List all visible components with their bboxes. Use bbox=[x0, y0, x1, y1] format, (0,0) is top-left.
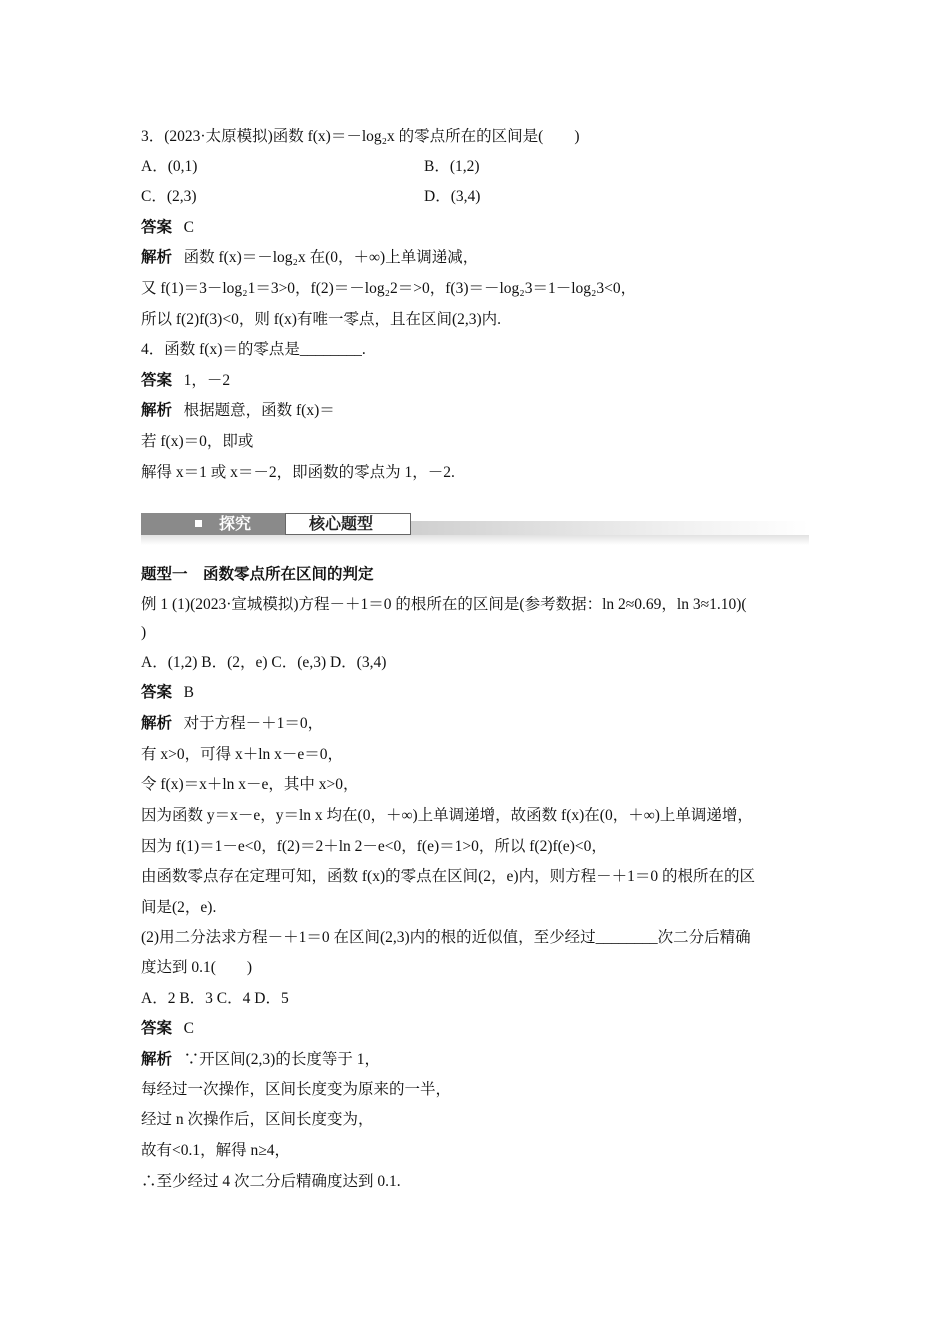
answer-label: 答案 bbox=[141, 219, 173, 236]
q3-option-d: D．(3,4) bbox=[424, 188, 481, 205]
q3-analysis-2: 又 f(1)＝3－log₂1＝3>0，f(2)＝－log₂2＝>0，f(3)＝－log₂3＝1－log₂3<0， bbox=[141, 280, 637, 297]
banner-gradient-bar bbox=[409, 521, 809, 535]
answer-label: 答案 bbox=[141, 1020, 173, 1037]
ex2-answer-row bbox=[141, 1018, 809, 1040]
ex2-analysis-1: ∵开区间(2,3)的长度等于 1， bbox=[183, 1051, 380, 1068]
ex1-analysis-6: 由函数零点存在定理可知，函数 f(x)的零点在区间(2，e)内，则方程－＋1＝0 的根所在的区 bbox=[141, 868, 755, 885]
ex1-analysis-4: 因为函数 y＝x－e，y＝ln x 均在(0，＋∞)上单调递增，故函数 f(x)在(0，＋∞)上单调递增， bbox=[141, 807, 753, 824]
ex2-stem-line2: 度达到 0.1( ) bbox=[141, 959, 253, 976]
banner-dark-tab bbox=[141, 513, 285, 535]
section-title: 题型一 函数零点所在区间的判定 bbox=[141, 566, 374, 583]
q3-answer: C bbox=[183, 219, 194, 236]
ex1-stem-line1: 例 1 (1)(2023·宣城模拟)方程－＋1＝0 的根所在的区间是(参考数据：ln 2≈0.69，ln 3≈1.10)( bbox=[141, 596, 747, 613]
ex1-answer: B bbox=[183, 684, 194, 701]
ex1-analysis-2: 有 x>0，可得 x＋ln x－e＝0， bbox=[141, 746, 344, 763]
q4-answer-row bbox=[141, 370, 809, 392]
ex2-analysis-2: 每经过一次操作，区间长度变为原来的一半， bbox=[141, 1081, 452, 1098]
ex2-analysis-row bbox=[141, 1049, 809, 1071]
square-bullet-icon bbox=[195, 520, 202, 527]
banner-left-label: 探究 bbox=[219, 514, 252, 533]
ex2-analysis-4: 故有<0.1，解得 n≥4， bbox=[141, 1142, 290, 1159]
analysis-label: 解析 bbox=[141, 1051, 173, 1068]
q3-option-a: A．(0,1) bbox=[141, 158, 198, 175]
ex2-stem-line1: (2)用二分法求方程－＋1＝0 在区间(2,3)内的根的近似值，至少经过________次二分后精确 bbox=[141, 929, 751, 946]
q3-analysis-row bbox=[141, 247, 809, 269]
ex2-options: A．2 B．3 C．4 D．5 bbox=[141, 990, 289, 1007]
analysis-label: 解析 bbox=[141, 249, 173, 266]
answer-label: 答案 bbox=[141, 372, 173, 389]
ex2-analysis-3: 经过 n 次操作后，区间长度变为， bbox=[141, 1111, 374, 1128]
analysis-label: 解析 bbox=[141, 402, 173, 419]
ex1-analysis-5: 因为 f(1)＝1－e<0，f(2)＝2＋ln 2－e<0，f(e)＝1>0，所以 f(2)f(e)<0， bbox=[141, 838, 607, 855]
ex2-analysis-5: ∴至少经过 4 次二分后精确度达到 0.1. bbox=[141, 1173, 401, 1190]
q3-stem: 3．(2023·太原模拟)函数 f(x)＝－log₂x 的零点所在的区间是( ) bbox=[141, 128, 580, 145]
q3-analysis-3: 所以 f(2)f(3)<0，则 f(x)有唯一零点，且在区间(2,3)内. bbox=[141, 311, 502, 328]
q3-option-c: C．(2,3) bbox=[141, 188, 197, 205]
q4-analysis-3: 解得 x＝1 或 x＝－2，即函数的零点为 1，－2. bbox=[141, 464, 455, 481]
analysis-label: 解析 bbox=[141, 715, 173, 732]
q4-analysis-row bbox=[141, 400, 809, 422]
ex1-analysis-3: 令 f(x)＝x＋ln x－e，其中 x>0， bbox=[141, 776, 359, 793]
ex1-options: A．(1,2) B．(2，e) C．(e,3) D．(3,4) bbox=[141, 654, 387, 671]
ex1-analysis-1: 对于方程－＋1＝0， bbox=[183, 715, 324, 732]
q3-answer-row bbox=[141, 217, 809, 239]
ex1-analysis-7: 间是(2，e). bbox=[141, 899, 217, 916]
section-banner bbox=[141, 513, 809, 549]
q4-analysis-1: 根据题意，函数 f(x)＝ bbox=[183, 402, 335, 419]
q3-option-b: B．(1,2) bbox=[424, 158, 480, 175]
q3-analysis-1: 函数 f(x)＝－log₂x 在(0，＋∞)上单调递减， bbox=[183, 249, 479, 266]
ex1-analysis-row bbox=[141, 713, 809, 735]
q4-stem: 4．函数 f(x)＝的零点是________. bbox=[141, 341, 366, 358]
banner-shadow bbox=[141, 535, 809, 545]
q4-answer: 1，－2 bbox=[183, 372, 231, 389]
answer-label: 答案 bbox=[141, 684, 173, 701]
ex2-answer: C bbox=[183, 1020, 194, 1037]
ex1-answer-row bbox=[141, 682, 809, 704]
q4-analysis-2: 若 f(x)＝0，即或 bbox=[141, 433, 254, 450]
ex1-stem-line2: ) bbox=[141, 624, 147, 641]
banner-right-label: 核心题型 bbox=[309, 514, 374, 533]
